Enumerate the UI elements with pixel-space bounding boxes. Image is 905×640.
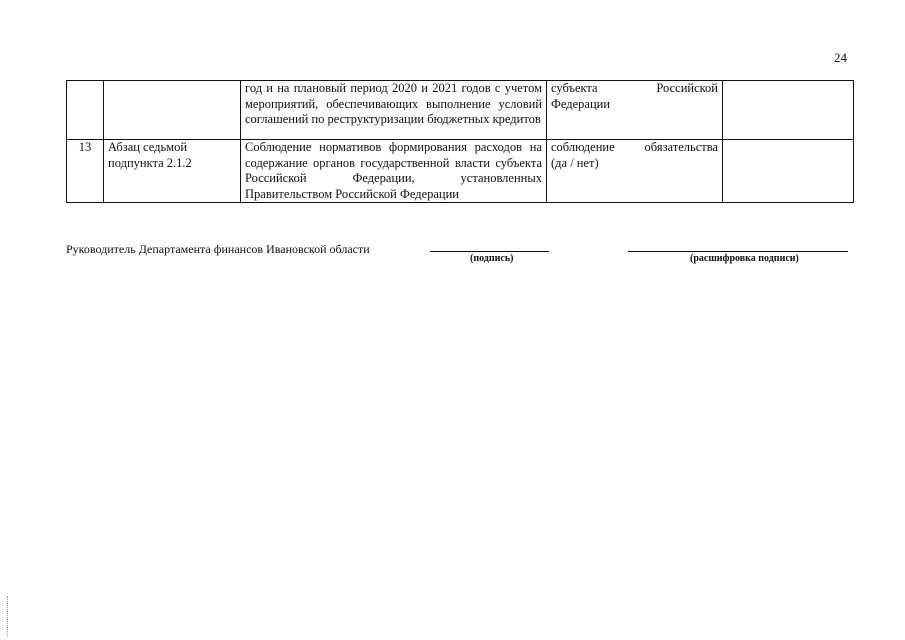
reference-cell	[104, 140, 241, 203]
description-line: Правительством Российской Федерации	[245, 186, 460, 201]
indicator-line: Федерации	[551, 96, 611, 111]
criteria-table	[66, 80, 854, 203]
decryption-caption: (расшифровка подписи)	[690, 253, 799, 264]
signer-title: Руководитель Департамента финансов Ивановской области	[66, 242, 370, 256]
reference-line: Абзац седьмой	[108, 140, 188, 154]
table-row	[67, 140, 854, 203]
description-line: субъекта Российской Федерации, установленных	[245, 155, 542, 185]
signature-line	[430, 251, 549, 252]
table-row	[67, 81, 854, 140]
description-line: бюджетных кредитов	[427, 112, 541, 126]
signature-caption: (подпись)	[470, 253, 514, 264]
indicator-line: (да / нет)	[551, 155, 599, 170]
description-line: условий соглашений по реструктуризации	[245, 96, 543, 126]
scan-edge-mark	[7, 596, 9, 636]
reference-cell	[104, 81, 241, 140]
indicator-cell	[547, 140, 723, 203]
description-line: учетом мероприятий, обеспечивающих выполнение	[245, 81, 543, 111]
row-number-cell: 13	[67, 140, 104, 203]
description-line: Соблюдение нормативов формирования расходов на	[245, 140, 542, 154]
description-line: год и на плановый период 2020 и 2021 годов с	[245, 81, 501, 95]
value-cell	[723, 81, 854, 140]
decryption-line	[628, 251, 848, 252]
reference-line: подпункта 2.1.2	[108, 155, 192, 170]
indicator-line: соблюдение обязательства	[551, 140, 718, 154]
page-number: 24	[834, 50, 847, 65]
indicator-cell	[547, 81, 723, 140]
indicator-line: субъекта Российской	[551, 81, 718, 95]
description-line: содержание органов государственной власти	[245, 155, 491, 170]
row-number-cell	[67, 81, 104, 140]
description-cell	[241, 81, 547, 140]
value-cell	[723, 140, 854, 203]
description-cell	[241, 140, 547, 203]
